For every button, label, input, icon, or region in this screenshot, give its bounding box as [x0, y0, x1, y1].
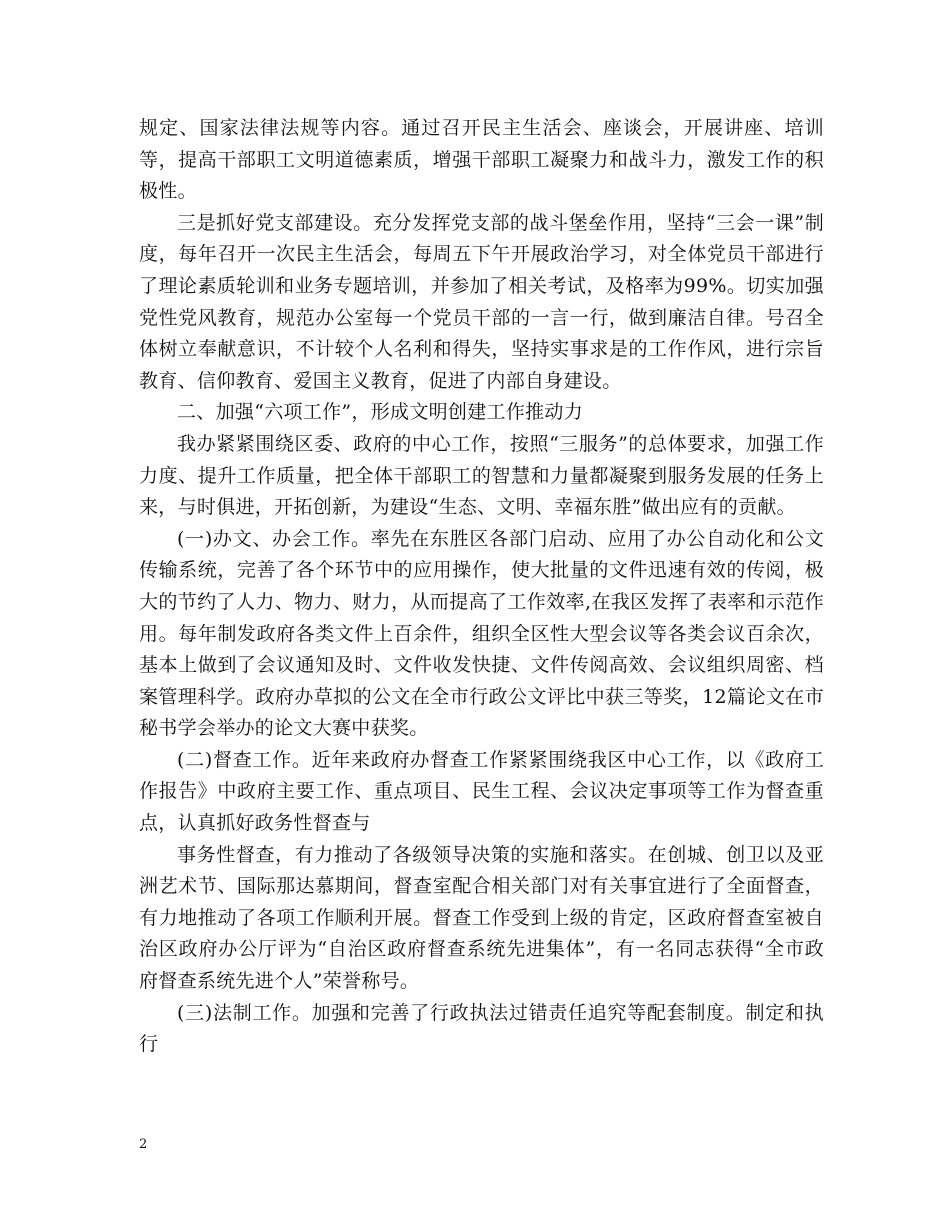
paragraph-7: (三)法制工作。加强和完善了行政执法过错责任追究等配套制度。制定和执行: [139, 1001, 824, 1056]
paragraph-6: 事务性督查，有力推动了各级领导决策的实施和落实。在创城、创卫以及亚洲艺术节、国际那达慕期间，督查室配合相关部门对有关事宜进行了全面督查，有力地推动了各项工作顺利开展。督查工作受到上级的肯定，区政府督查室被自治区政府办公厅评为“自治区政府督查系统先进集体”，有一名同志获得“全市政府督查系统先进个人”荣誉称号。: [139, 843, 824, 993]
paragraph-5: (二)督查工作。近年来政府办督查工作紧紧围绕我区中心工作，以《政府工作报告》中政府主要工作、重点项目、民生工程、会议决定事项等工作为督查重点，认真抓好政务性督查与: [139, 748, 824, 835]
document-body: [139, 113, 824, 1061]
paragraph-1: 规定、国家法律法规等内容。通过召开民主生活会、座谈会，开展讲座、培训等，提高干部职工文明道德素质，增强干部职工凝聚力和战斗力，激发工作的积极性。: [139, 117, 824, 203]
page-number: 2: [139, 1137, 148, 1152]
paragraph-2: 三是抓好党支部建设。充分发挥党支部的战斗堡垒作用，坚持“三会一课”制度，每年召开一次民主生活会，每周五下午开展政治学习，对全体党员干部进行了理论素质轮训和业务专题培训，并参加了相关考试，及格率为99%。切实加强党性党风教育，规范办公室每一个党员干部的一言一行，做到廉洁自律。号召全体树立奉献意识，不计较个人名利和得失，坚持实事求是的工作作风，进行宗旨教育、信仰教育、爱国主义教育，促进了内部自身建设。: [139, 211, 824, 392]
paragraph-3: 我办紧紧围绕区委、政府的中心工作，按照“三服务”的总体要求，加强工作力度、提升工作质量，把全体干部职工的智慧和力量都凝聚到服务发展的任务上来，与时俱进，开拓创新，为建设“生态、文明、幸福东胜”做出应有的贡献。: [139, 432, 824, 519]
section-heading: 二、加强“六项工作”，形成文明创建工作推动力: [177, 401, 584, 424]
paragraph-4: (一)办文、办会工作。率先在东胜区各部门启动、应用了办公自动化和公文传输系统，完善了各个环节中的应用操作，使大批量的文件迅速有效的传阅，极大的节约了人力、物力、财力，从而提高了工作效率,在我区发挥了表率和示范作用。每年制发政府各类文件上百余件，组织全区性大型会议等各类会议百余次，基本上做到了会议通知及时、文件收发快捷、文件传阅高效、会议组织周密、档案管理科学。政府办草拟的公文在全市行政公文评比中获三等奖，12篇论文在市秘书学会举办的论文大赛中获奖。: [139, 527, 824, 740]
